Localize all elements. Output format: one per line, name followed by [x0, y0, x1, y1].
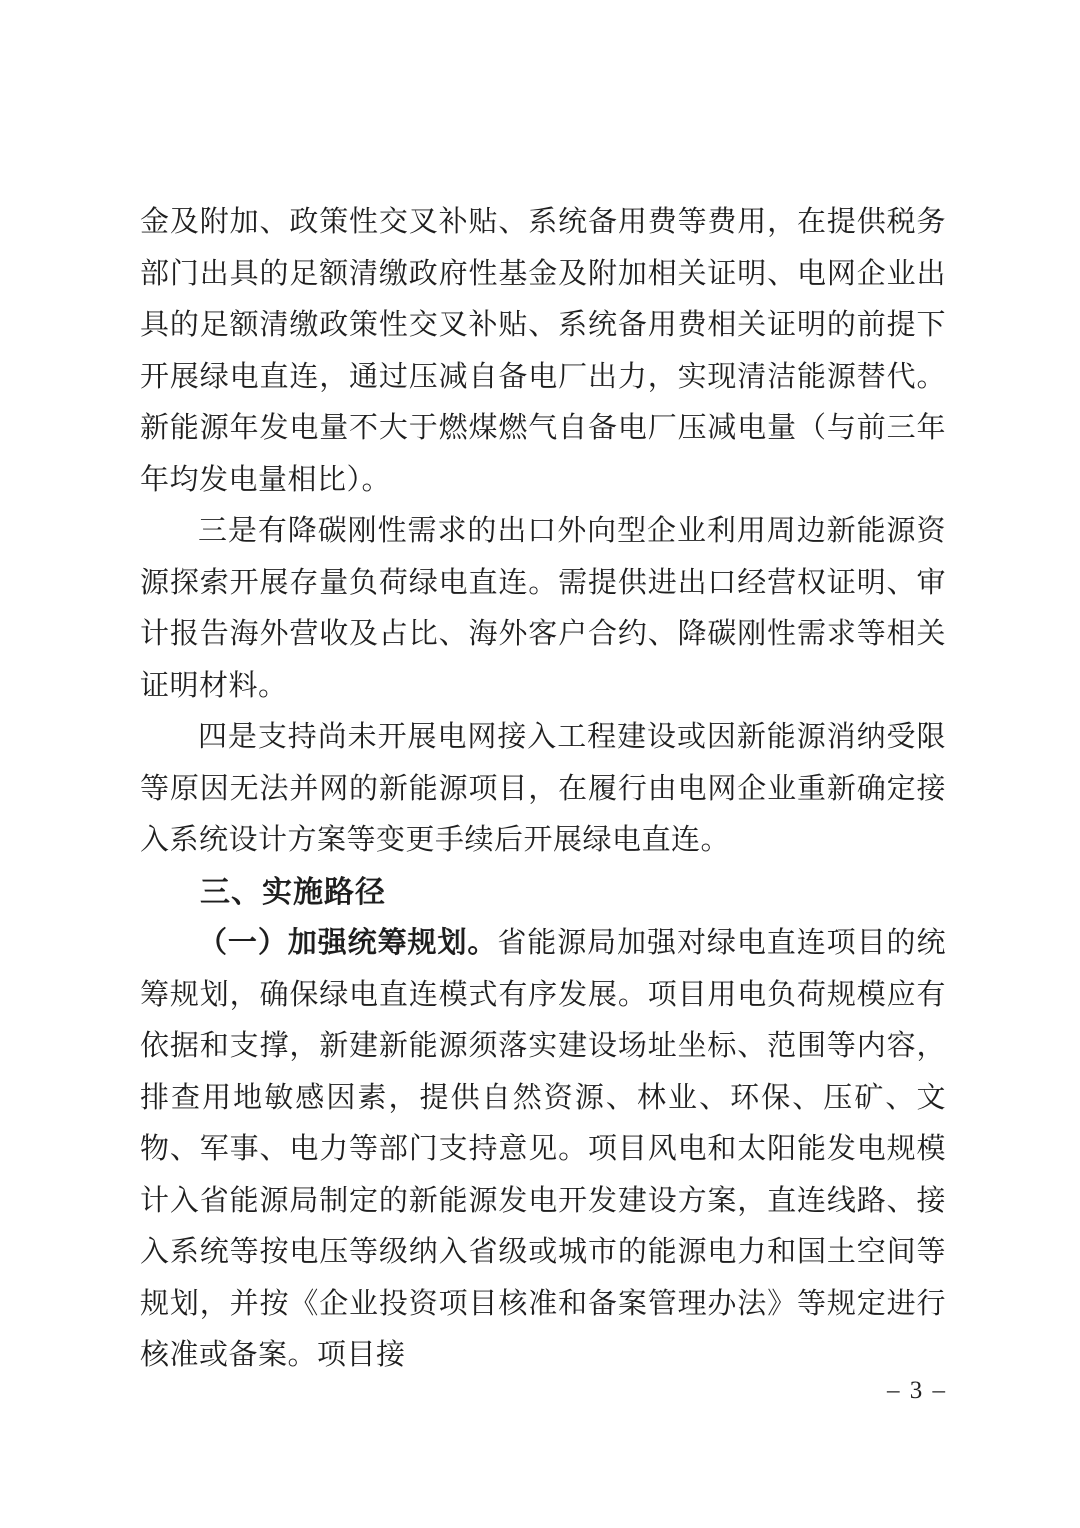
section-heading-implementation-path: 三、实施路径: [200, 875, 386, 909]
paragraph-point-three: 三是有降碳刚性需求的出口外向型企业利用周边新能源资源探索开展存量负荷绿电直连。需提供进出口经营权证明、审计报告海外营收及占比、海外客户合约、降碳刚性需求等相关证明材料。: [140, 515, 946, 702]
page-number: – 3 –: [887, 1377, 947, 1404]
paragraph-overall-planning: [140, 918, 946, 1382]
subsection-body-text: 省能源局加强对绿电直连项目的统筹规划，确保绿电直连模式有序发展。项目用电负荷规模应有依据和支撑，新建新能源须落实建设场址坐标、范围等内容，排查用地敏感因素，提供自然资源、林业、环保、压矿、文物、军事、电力等部门支持意见。项目风电和太阳能发电规模计入省能源局制定的新能源发电开发建设方案，直连线路、接入系统等按电压等级纳入省级或城市的能源电力和国土空间等规划，并按《企业投资项目核准和备案管理办法》等规定进行核准或备案。项目接: [140, 927, 946, 1371]
paragraph-point-four: 四是支持尚未开展电网接入工程建设或因新能源消纳受限等原因无法并网的新能源项目，在履行由电网企业重新确定接入系统设计方案等变更手续后开展绿电直连。: [140, 721, 946, 856]
paragraph-continuation: 金及附加、政策性交叉补贴、系统备用费等费用，在提供税务部门出具的足额清缴政府性基金及附加相关证明、电网企业出具的足额清缴政策性交叉补贴、系统备用费相关证明的前提下开展绿电直连，通过压减自备电厂出力，实现清洁能源替代。新能源年发电量不大于燃煤燃气自备电厂压减电量（与前三年年均发电量相比）。: [140, 206, 946, 496]
subsection-lead-label: （一）加强统筹规划。: [198, 927, 498, 959]
document-body: [140, 197, 946, 1382]
